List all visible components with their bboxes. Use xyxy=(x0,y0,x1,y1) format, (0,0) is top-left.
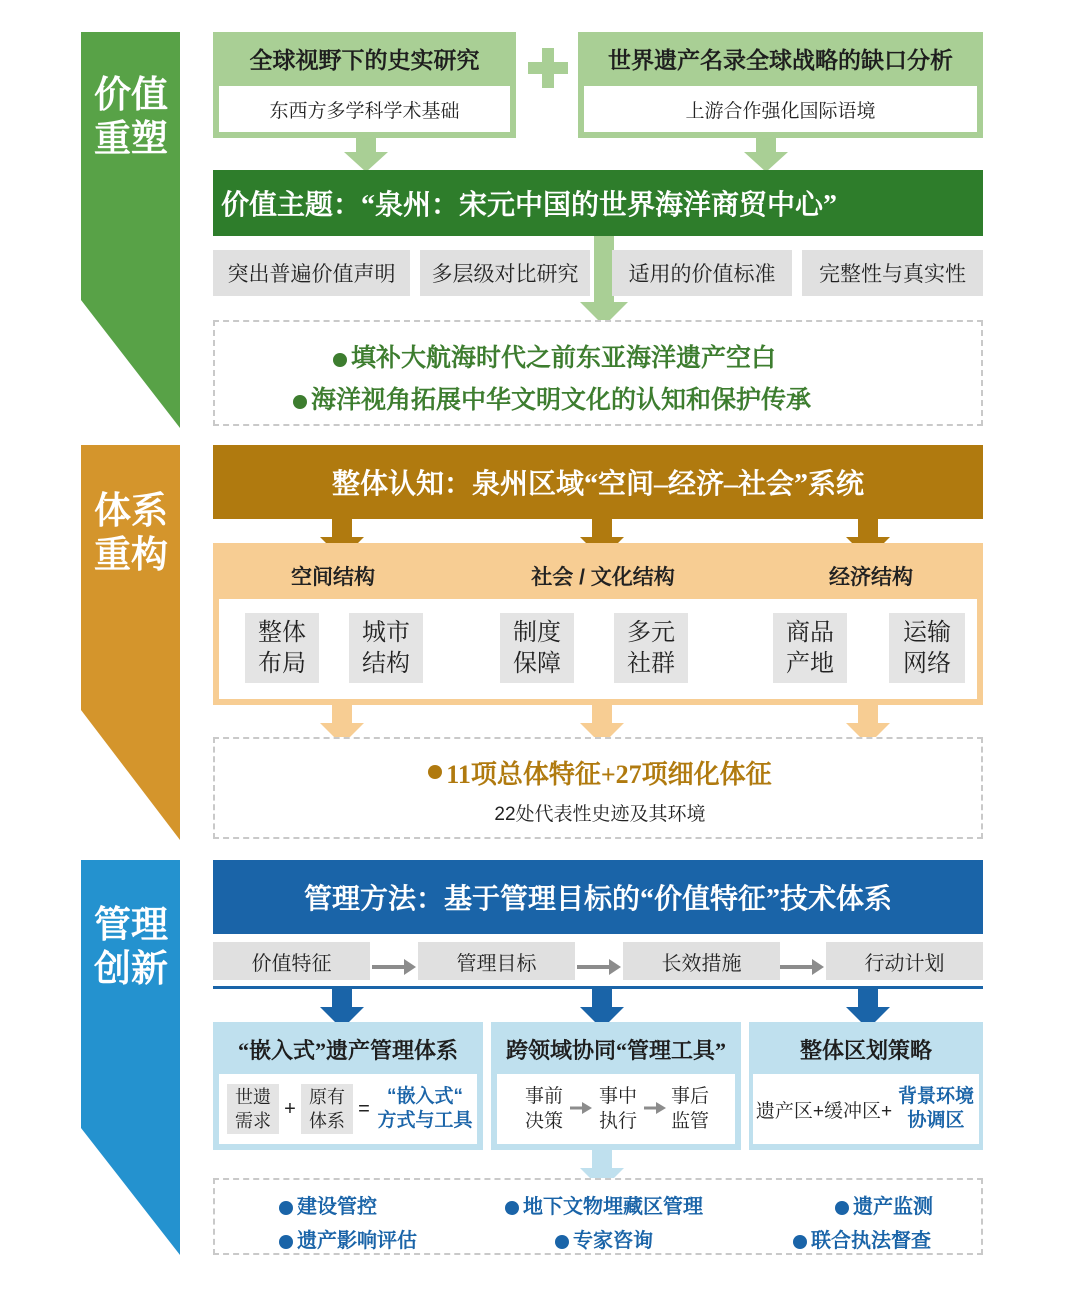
system-outcome-text: 11项总体特征+27项细化体征 xyxy=(446,759,772,789)
plus-icon xyxy=(526,46,570,90)
bullet-icon xyxy=(333,353,347,367)
measure-item xyxy=(793,1224,973,1252)
zoning-text: 遗产区+缓冲区+ xyxy=(755,1100,893,1122)
measure-text: 遗产影响评估 xyxy=(297,1230,417,1252)
value-outcome-text: 海洋视角拓展中华文明文化的认知和保护传承 xyxy=(311,387,812,414)
structure-panel xyxy=(213,543,983,705)
flow-step: 管理目标 xyxy=(418,942,575,980)
structure-item: 运输 网络 xyxy=(889,613,965,683)
value-outcome-item xyxy=(293,380,983,412)
flow-step: 长效措施 xyxy=(623,942,780,980)
tag-oc: 突出普遍价值声明 xyxy=(213,250,410,296)
cross-domain-panel xyxy=(491,1022,741,1150)
measure-item xyxy=(505,1190,765,1218)
arrow-down-icon xyxy=(740,138,792,174)
bullet-icon xyxy=(555,1235,569,1249)
structure-item: 制度 保障 xyxy=(500,613,574,683)
cross-domain-title: 跨领域协同“管理工具” xyxy=(505,1037,726,1063)
value-outcome-text: 填补大航海时代之前东亚海洋遗产空白 xyxy=(351,345,777,372)
measure-text: 地下文物埋藏区管理 xyxy=(523,1196,703,1218)
structure-item: 城市 结构 xyxy=(349,613,423,683)
bullet-icon xyxy=(505,1201,519,1215)
embedded-tools-result: “嵌入式“ 方式与工具 xyxy=(377,1086,473,1131)
embedded-system-body xyxy=(219,1074,477,1144)
heritage-needs-cell: 世遗 需求 xyxy=(227,1084,279,1134)
embedded-system-title: “嵌入式”遗产管理体系 xyxy=(237,1037,458,1063)
value-theme-bar: 价值主题：“泉州：宋元中国的世界海洋商贸中心” xyxy=(213,170,983,236)
zoning-title: 整体区划策略 xyxy=(799,1037,932,1063)
structure-item: 商品 产地 xyxy=(773,613,847,683)
value-outcome-box xyxy=(213,320,983,426)
cross-domain-body xyxy=(497,1074,735,1144)
process-step: 事后 监管 xyxy=(670,1086,709,1132)
arrow-right-icon xyxy=(778,956,826,978)
side-label-management: 管理 创新 xyxy=(94,905,168,990)
existing-system-cell: 原有 体系 xyxy=(301,1084,353,1134)
history-research-box xyxy=(213,32,516,138)
flow-step: 行动计划 xyxy=(826,942,983,980)
gap-analysis-title: 世界遗产名录全球战略的缺口分析 xyxy=(608,47,953,73)
side-label-system: 体系 重构 xyxy=(94,491,168,576)
gap-analysis-sub: 上游合作强化国际语境 xyxy=(584,86,977,132)
bullet-icon xyxy=(835,1201,849,1215)
measure-item xyxy=(279,1190,479,1218)
measure-item xyxy=(279,1224,499,1252)
measure-text: 建设管控 xyxy=(297,1196,377,1218)
zoning-highlight: 背景环境 协调区 xyxy=(897,1086,974,1131)
embedded-system-panel xyxy=(213,1022,483,1150)
gap-analysis-box xyxy=(578,32,983,138)
tag-comparison: 多层级对比研究 xyxy=(420,250,590,296)
measure-text: 联合执法督查 xyxy=(811,1230,931,1252)
equals-sign: = xyxy=(358,1097,370,1120)
structure-cells xyxy=(219,599,977,699)
bullet-icon xyxy=(428,765,442,779)
bullet-icon xyxy=(279,1235,293,1249)
arrow-right-icon xyxy=(643,1100,667,1116)
side-label-value: 价值 重塑 xyxy=(94,75,168,160)
flow-step: 价值特征 xyxy=(213,942,370,980)
system-outcome-sub: 22处代表性史迹及其环境 xyxy=(494,803,706,825)
zoning-body xyxy=(753,1074,979,1144)
process-step: 事中 执行 xyxy=(598,1086,637,1132)
arrow-down-icon xyxy=(340,138,392,174)
measure-item xyxy=(555,1224,715,1252)
management-outcome-box xyxy=(213,1178,983,1255)
structure-item: 整体 布局 xyxy=(245,613,319,683)
system-outcome-main xyxy=(215,755,985,789)
structure-title-economy: 经济结构 xyxy=(829,566,913,589)
value-outcome-item xyxy=(333,338,953,370)
zoning-panel xyxy=(749,1022,983,1150)
system-outcome-box xyxy=(213,737,983,839)
tag-integrity: 完整性与真实性 xyxy=(802,250,983,296)
tag-criteria: 适用的价值标准 xyxy=(612,250,792,296)
structure-item: 多元 社群 xyxy=(614,613,688,683)
history-research-sub: 东西方多学科学术基础 xyxy=(219,86,510,132)
measure-text: 遗产监测 xyxy=(853,1196,933,1218)
process-step: 事前 决策 xyxy=(524,1086,563,1132)
bullet-icon xyxy=(279,1201,293,1215)
plus-sign: + xyxy=(284,1097,296,1120)
bullet-icon xyxy=(293,395,307,409)
system-header-bar: 整体认知：泉州区域“空间–经济–社会”系统 xyxy=(213,445,983,519)
structure-title-space: 空间结构 xyxy=(291,566,375,589)
arrow-right-icon xyxy=(575,956,623,978)
bullet-icon xyxy=(793,1235,807,1249)
measure-item xyxy=(835,1190,975,1218)
sidebar-bands xyxy=(0,0,200,1293)
history-research-title: 全球视野下的史实研究 xyxy=(249,47,480,73)
measure-text: 专家咨询 xyxy=(573,1230,653,1252)
management-header-bar: 管理方法：基于管理目标的“价值特征”技术体系 xyxy=(213,860,983,934)
arrow-right-icon xyxy=(370,956,418,978)
structure-title-social: 社会 / 文化结构 xyxy=(531,566,675,589)
arrow-right-icon xyxy=(569,1100,593,1116)
